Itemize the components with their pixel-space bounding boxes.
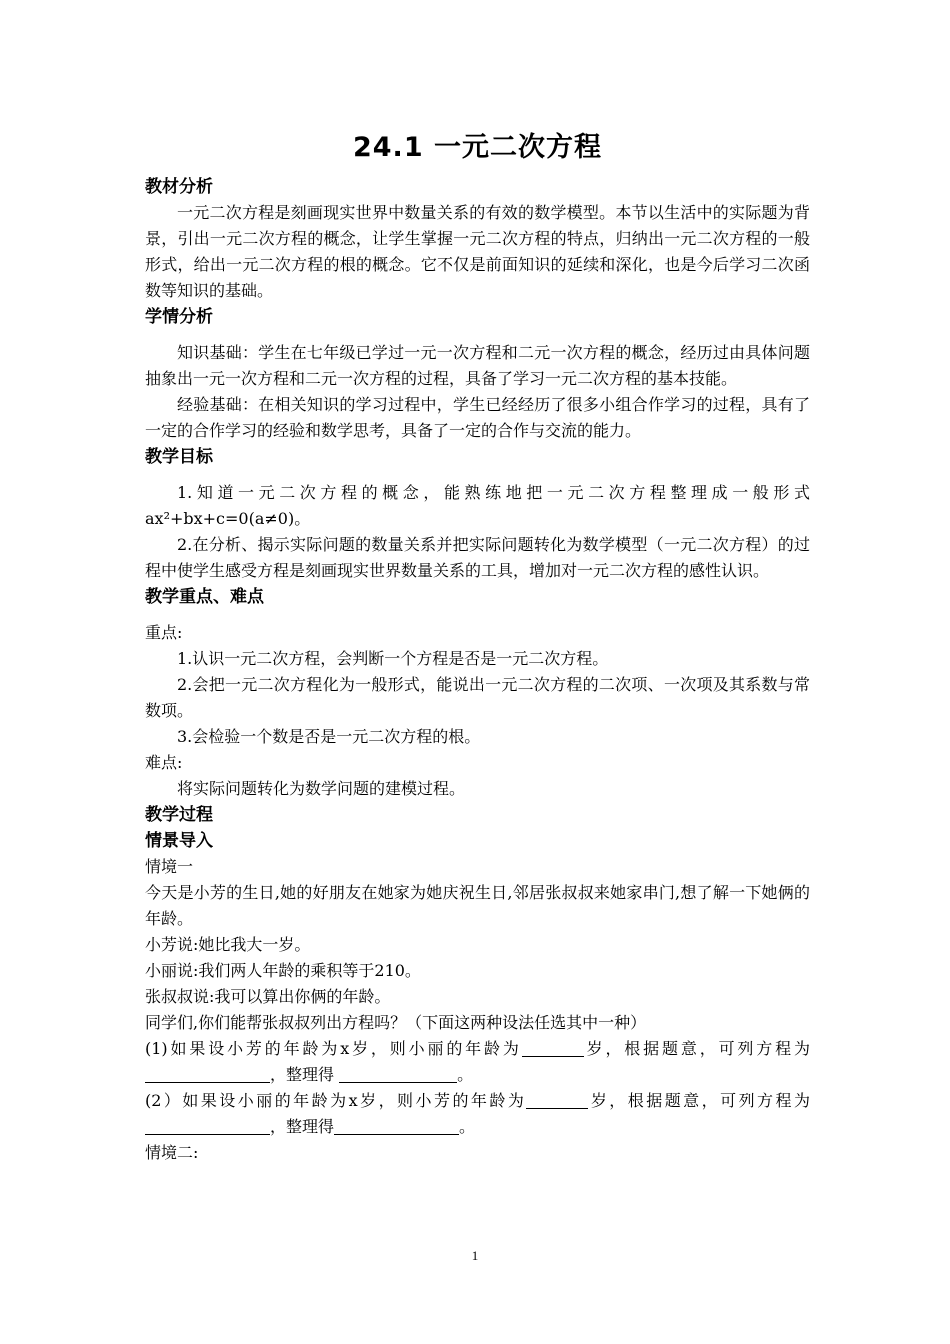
answer-blank[interactable] (526, 1090, 588, 1109)
key-points-heading: 教学重点、难点 (145, 587, 264, 607)
answer-blank[interactable] (334, 1116, 459, 1135)
scene1-line: 小丽说:我们两人年龄的乘积等于210。 (145, 961, 421, 980)
question-2-text-c: ，整理得 (270, 1117, 335, 1136)
question-1-text-b: 岁，根据题意，可列方程为 (583, 1039, 810, 1058)
knowledge-basis: 知识基础：学生在七年级已学过一元一次方程和二元一次方程的概念，经历过由具体问题抽象出一元一次方程和二元一次方程的过程，具备了学习一元二次方程的基本技能。 (145, 343, 810, 388)
scene2-label: 情境二: (145, 1143, 199, 1162)
answer-blank[interactable] (522, 1038, 584, 1057)
scene1-line: 同学们,你们能帮张叔叔列出方程吗？（下面这两种设法任选其中一种） (145, 1013, 647, 1032)
answer-blank[interactable] (145, 1064, 270, 1083)
answer-blank[interactable] (145, 1116, 270, 1135)
experience-basis: 经验基础：在相关知识的学习过程中，学生已经经历了很多小组合作学习的过程，具有了一定的合作学习的经验和数学思考，具备了一定的合作与交流的能力。 (145, 395, 810, 440)
difficulty-item: 将实际问题转化为数学问题的建模过程。 (177, 779, 466, 798)
key-item: 3.会检验一个数是否是一元二次方程的根。 (177, 727, 481, 746)
teaching-goals-heading: 教学目标 (145, 447, 213, 467)
question-2 (145, 1088, 810, 1140)
scene1-line: 小芳说:她比我大一岁。 (145, 935, 311, 954)
question-2-text-d: 。 (459, 1117, 476, 1136)
document-page (145, 128, 810, 1166)
question-1-text-d: 。 (457, 1065, 474, 1084)
scene1-label: 情境一 (145, 857, 194, 876)
question-1-text-a: (1)如果设小芳的年龄为x岁，则小丽的年龄为 (145, 1039, 522, 1058)
question-1 (145, 1036, 810, 1088)
process-heading: 教学过程 (145, 805, 213, 825)
question-2-text-b: 岁，根据题意，可列方程为 (588, 1091, 810, 1110)
scene-intro-heading: 情景导入 (145, 831, 213, 851)
goal-item: 1.知道一元二次方程的概念，能熟练地把一元二次方程整理成一般形式ax²+bx+c=0(a≠0)。 (145, 483, 810, 528)
key-item: 2.会把一元二次方程化为一般形式，能说出一元二次方程的二次项、一次项及其系数与常数项。 (145, 675, 810, 720)
key-item: 1.认识一元二次方程，会判断一个方程是否是一元二次方程。 (177, 649, 609, 668)
key-label: 重点: (145, 623, 183, 642)
scene1-line: 张叔叔说:我可以算出你俩的年龄。 (145, 987, 391, 1006)
question-2-text-a: (2）如果设小丽的年龄为x岁，则小芳的年龄为 (145, 1091, 527, 1110)
question-1-text-c: ，整理得 (270, 1065, 335, 1084)
page-number: 1 (471, 1248, 479, 1263)
student-analysis-heading: 学情分析 (145, 307, 213, 327)
page-title: 24.1 一元二次方程 (352, 132, 603, 163)
answer-blank[interactable] (339, 1064, 457, 1083)
goal-item: 2.在分析、揭示实际问题的数量关系并把实际问题转化为数学模型（一元二次方程）的过程中使学生感受方程是刻画现实世界数量关系的工具，增加对一元二次方程的感性认识。 (145, 535, 810, 580)
scene1-line: 今天是小芳的生日,她的好朋友在她家为她庆祝生日,邻居张叔叔来她家串门,想了解一下她俩的年龄。 (145, 883, 810, 928)
textbook-analysis-body: 一元二次方程是刻画现实世界中数量关系的有效的数学模型。本节以生活中的实际题为背景，引出一元二次方程的概念，让学生掌握一元二次方程的特点，归纳出一元二次方程的一般形式，给出一元二次方程的根的概念。它不仅是前面知识的延续和深化，也是今后学习二次函数等知识的基础。 (145, 203, 810, 300)
textbook-analysis-heading: 教材分析 (145, 177, 213, 197)
difficulty-label: 难点: (145, 753, 183, 772)
